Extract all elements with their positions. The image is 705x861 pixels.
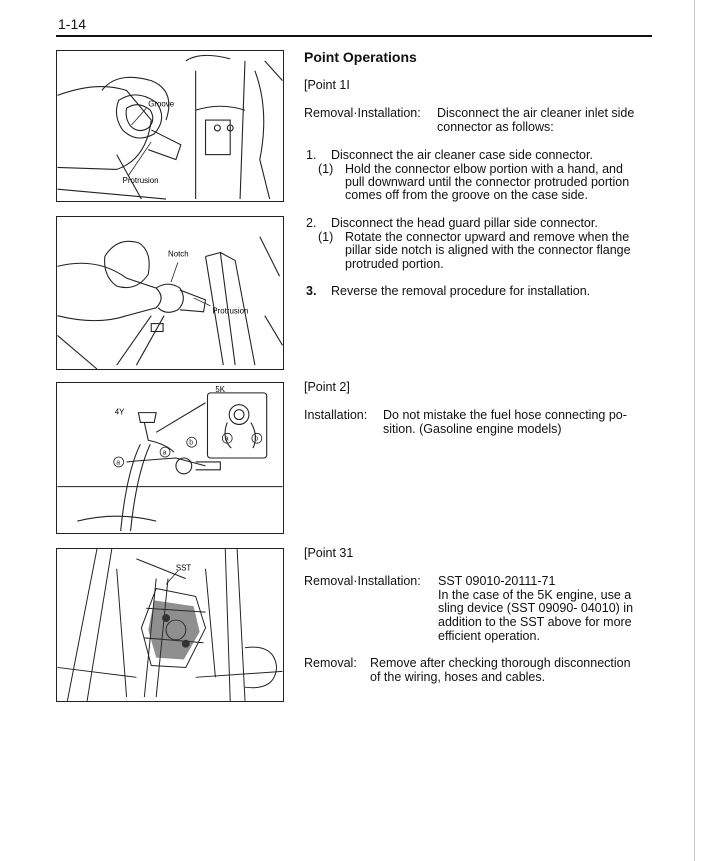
figure-sst-engine-removal	[56, 548, 284, 702]
step1-sub-number: (1)	[318, 162, 334, 176]
removal-label: Removal:	[304, 656, 357, 670]
figure-head-guard-pillar-connector	[56, 216, 284, 370]
label-notch: Notch	[168, 249, 189, 259]
point1-intro-line2: connector as follows:	[437, 120, 554, 134]
page-number: 1-14	[58, 16, 87, 32]
point1-label: Removal·Installation:	[304, 106, 421, 120]
point1-heading: [Point 1I	[304, 78, 350, 92]
removal-line2: of the wiring, hoses and cables.	[370, 670, 546, 684]
point3-line3: sling device (SST 09090- 04010) in	[438, 601, 634, 615]
step2-sub-line3: protruded portion.	[345, 257, 444, 271]
label-4y: 4Y	[114, 407, 125, 417]
point3-label: Removal·Installation:	[304, 574, 421, 588]
step1-sub-line1: Hold the connector elbow portion with a hand, and	[345, 162, 623, 176]
step2-sub-number: (1)	[318, 230, 334, 244]
point3-line4: addition to the SST above for more	[438, 615, 632, 629]
step2-number: 2.	[306, 216, 317, 230]
step2-text: Disconnect the head guard pillar side connector.	[331, 216, 598, 230]
step2-sub-line2: pillar side notch is aligned with the connector flange	[345, 243, 631, 257]
point2-line2: sition. (Gasoline engine models)	[383, 422, 562, 436]
step1-text: Disconnect the air cleaner case side connector.	[331, 148, 593, 162]
marker-a-2: a	[162, 449, 167, 457]
figure-fuel-hose-connection	[56, 382, 284, 534]
point2-line1: Do not mistake the fuel hose connecting po-	[383, 408, 627, 422]
point2-heading: [Point 2]	[304, 380, 350, 394]
header-rule	[56, 35, 652, 37]
marker-b-2: b	[254, 435, 259, 443]
label-protrusion-2: Protrusion	[212, 306, 249, 316]
marker-b-1: b	[189, 439, 194, 447]
step3-number: 3.	[306, 284, 317, 298]
label-sst: SST	[175, 563, 192, 573]
removal-line1: Remove after checking thorough disconnection	[370, 656, 631, 670]
point2-label: Installation:	[304, 408, 368, 422]
marker-a-1: a	[116, 459, 121, 467]
label-5k: 5K	[215, 384, 226, 394]
step2-sub-line1: Rotate the connector upward and remove when the	[345, 230, 630, 244]
step1-sub-line3: comes off from the groove on the case side.	[345, 188, 588, 202]
step1-number: 1.	[306, 148, 317, 162]
point3-line1: SST 09010-20111-71	[438, 574, 556, 588]
label-protrusion: Protrusion	[122, 176, 159, 186]
step3-text: Reverse the removal procedure for installation.	[331, 284, 591, 298]
label-groove: Groove	[148, 99, 175, 109]
point1-intro-line1: Disconnect the air cleaner inlet side	[437, 106, 635, 120]
point3-heading: [Point 31	[304, 546, 354, 560]
section-title: Point Operations	[304, 49, 417, 65]
marker-a-3: a	[224, 435, 229, 443]
step1-sub-line2: pull downward until the connector protruded portion	[345, 175, 630, 189]
figure-air-cleaner-case-connector	[56, 50, 284, 202]
page-edge-line	[694, 0, 695, 861]
point3-line2: In the case of the 5K engine, use a	[438, 588, 632, 602]
point3-line5: efficient operation.	[438, 629, 540, 643]
